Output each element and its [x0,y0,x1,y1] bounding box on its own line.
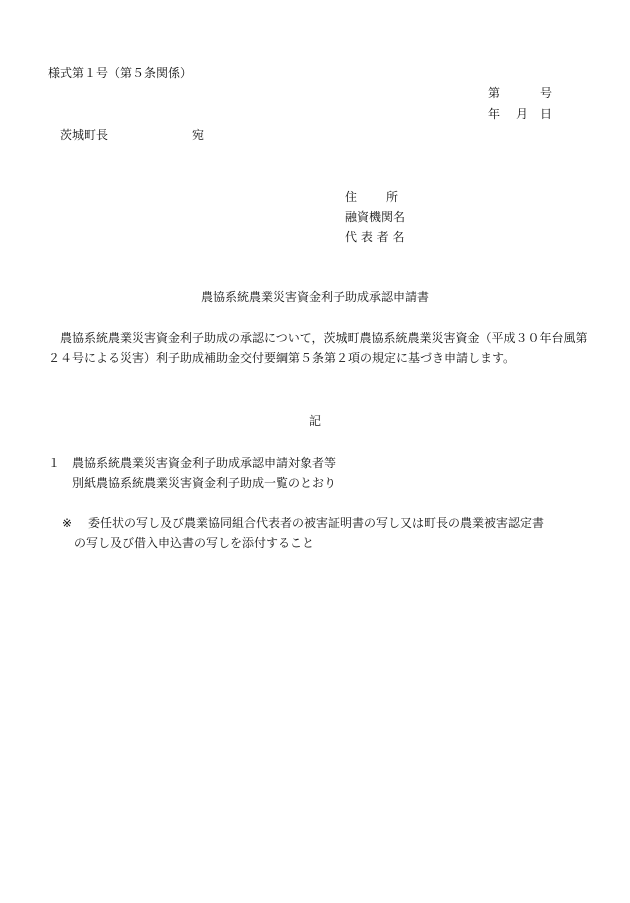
item-1-heading: 農協系統農業災害資金利子助成承認申請対象者等 [72,456,337,470]
address-label [345,191,405,211]
date-month: 月 [516,107,529,121]
number-suffix: 号 [540,86,553,100]
addressee: 茨城町長 [60,128,109,142]
item-1-number: １ [48,456,61,470]
note-mark: ※ [62,516,73,530]
form-number: 様式第１号（第５条関係） [48,66,193,80]
date-day: 日 [540,107,553,121]
address-label-part1: 住 [345,190,358,204]
date-year: 年 [488,107,501,121]
institution-label: 融資機関名 [345,210,406,224]
address-label-part2: 所 [386,190,399,204]
representative-label: 代 表 者 名 [345,230,405,244]
ki-heading: 記 [308,414,321,428]
addressee-line [60,128,205,142]
addressee-suffix: 宛 [192,128,205,142]
note-line-1: 委任状の写し及び農業協同組合代表者の被害証明書の写し又は町長の農業被害認定書 [88,516,545,530]
applicant-block [345,191,405,251]
note-line-2: の写し及び借入申込書の写しを添付すること [74,536,315,550]
document-title: 農協系統農業災害資金利子助成承認申請書 [200,290,429,304]
body-paragraph: 農協系統農業災害資金利子助成の承認について，茨城町農協系統農業災害資金（平成３０年台風第２４号による災害）利子助成補助金交付要綱第５条第２項の規定に基づき申請します。 [48,331,588,365]
item-1-detail: 別紙農協系統農業災害資金利子助成一覧のとおり [72,476,337,490]
number-label: 第 [488,86,501,100]
